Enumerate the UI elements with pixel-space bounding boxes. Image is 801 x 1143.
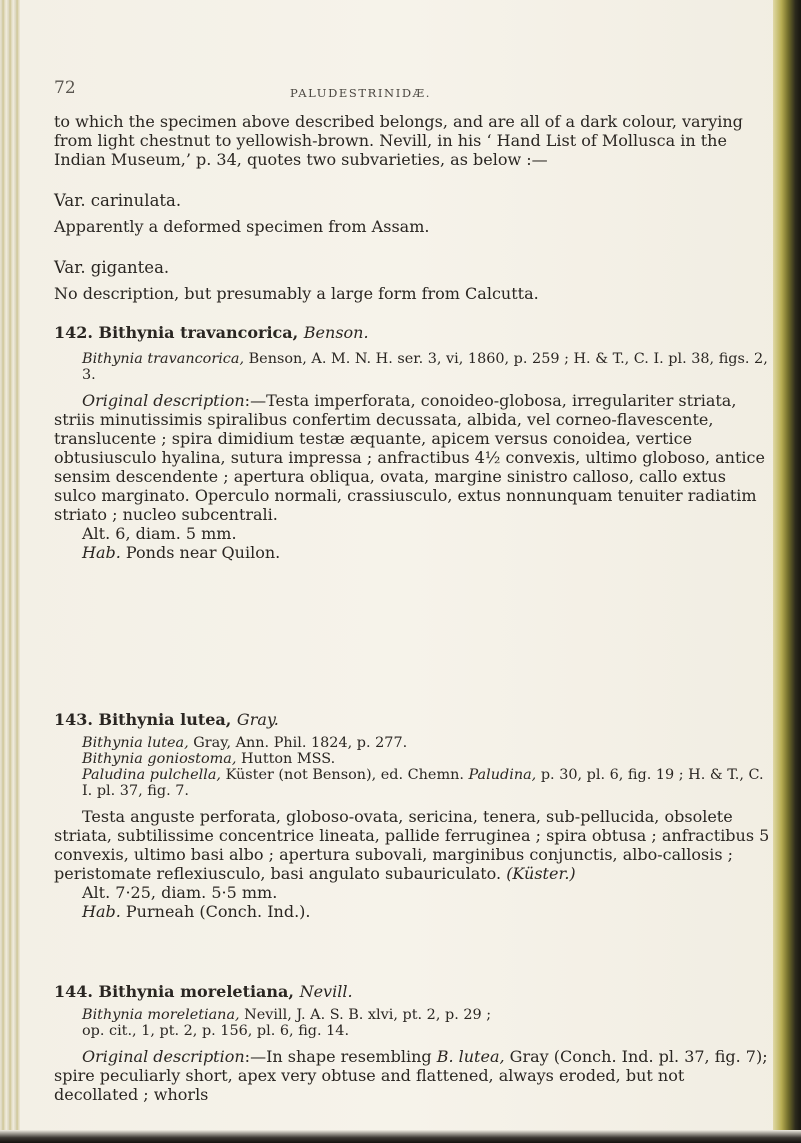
original-description: Testa anguste perforata, globoso-ovata, sericina, tenera, sub-pellucida, obsolete striata, subtilissime concentrice lineata, pallide ferruginea ; spira obtusa ; anfractibus 5 convexis, ultimo basi albo ; apertura subovali, marginibus conjunctis, albo-callosis ; peristomate reflexiusculo, basi angulato subauriculato. (Küster.) [54,807,770,883]
variety-carinulata [54,191,770,236]
species-142 [54,323,770,562]
original-description: Original description:—In shape resembling B. lutea, Gray (Conch. Ind. pl. 37, fig. 7); spire peculiarly short, apex very obtuse and flattened, always eroded, but not decollated ; whorls [54,1047,768,1104]
bottom-page-edge [0,1130,801,1143]
synonymy-reference: Bithynia travancorica, Benson, A. M. N. H. ser. 3, vi, 1860, p. 259 ; H. & T., C. I. pl. 38, figs. 2, 3. [82,351,768,383]
variety-gigantea [54,258,770,303]
species-heading: 142. Bithynia travancorica, Benson. [54,323,369,342]
page-number: 72 [54,78,76,98]
original-description: Original description:—Testa imperforata, conoideo-globosa, irregulariter striata, striis minutissimis spiralibus confertim decussata, albida, vel corneo-flavescente, translucente ; spira dimidium testæ æquante, apicem versus conoidea, vertice obtusiusculo hyalina, sutura impressa ; anfractibus 4½ convexis, ultimo globoso, antice sensim descendente ; apertura obliqua, ovata, margine sinistro calloso, callo extus sulco marginato. Operculo normali, crassiusculo, extus nonnunquam tenuiter radiatim striato ; nucleo subcentrali. [54,391,765,524]
synonymy-reference: Bithynia lutea, Gray, Ann. Phil. 1824, p. 277. [82,735,408,751]
running-title: PALUDESTRINIDÆ. [290,86,432,100]
habitat: Hab. Purneah (Conch. Ind.). [82,902,311,921]
species-heading: 144. Bithynia moreletiana, Nevill. [54,982,353,1001]
left-page-edge [0,0,20,1143]
measurements: Alt. 6, diam. 5 mm. [82,524,237,543]
synonymy-reference: Paludina pulchella, Küster (not Benson), ed. Chemn. Paludina, p. 30, pl. 6, fig. 19 ; H. & T., C. I. pl. 37, fig. 7. [82,767,764,799]
species-144 [54,982,770,1104]
variety-label: Var. gigantea. [54,258,170,277]
intro-paragraph: to which the specimen above described belongs, and are all of a dark colour, varying from light chestnut to yellowish-brown. Nevill, in his ‘ Hand List of Mollusca in the Indian Museum,’ p. 34, quotes two subvarieties, as below :— [54,112,743,169]
species-heading: 143. Bithynia lutea, Gray. [54,710,279,729]
variety-text: No description, but presumably a large form from Calcutta. [54,284,539,303]
synonymy-reference-continued: op. cit., 1, pt. 2, p. 156, pl. 6, fig. 14. [82,1023,350,1039]
variety-label: Var. carinulata. [54,191,182,210]
synonymy-reference: Bithynia goniostoma, Hutton MSS. [82,751,336,767]
variety-text: Apparently a deformed specimen from Assam. [54,217,430,236]
measurements: Alt. 7·25, diam. 5·5 mm. [82,883,278,902]
species-143 [54,710,770,921]
habitat: Hab. Ponds near Quilon. [82,543,281,562]
synonymy-reference: Bithynia moreletiana, Nevill, J. A. S. B. xlvi, pt. 2, p. 29 ; [82,1007,492,1023]
right-page-edge [773,0,801,1143]
